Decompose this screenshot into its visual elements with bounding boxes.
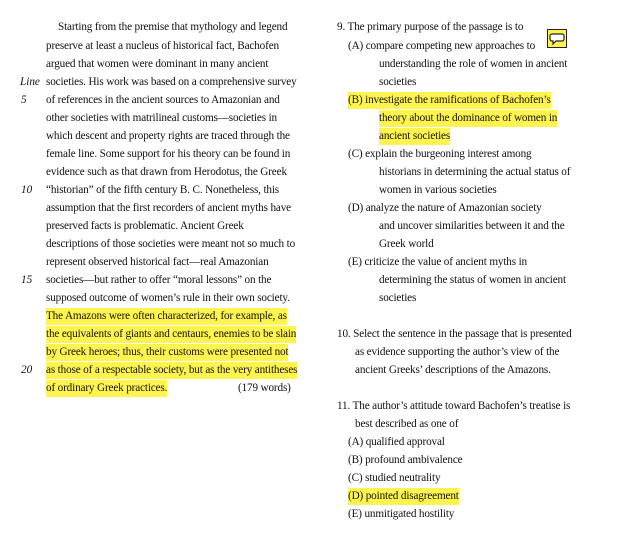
highlighted-passage-line[interactable]: the equivalents of giants and centaurs, enemies to be slain: [46, 326, 296, 343]
question-stem-cont: ancient Greeks’ descriptions of the Amazons.: [355, 364, 551, 376]
answer-choice-d[interactable]: (D) analyze the nature of Amazonian society: [348, 202, 542, 214]
passage-line: societies—but rather to offer “moral lessons” on the: [46, 274, 272, 286]
answer-choice-a-cont: societies: [379, 76, 417, 88]
line-number: 15: [21, 274, 33, 286]
answer-choice-e[interactable]: (E) criticize the value of ancient myths in: [348, 256, 528, 268]
answer-choice-b-cont: ancient societies: [379, 128, 450, 145]
answer-choice-b[interactable]: (B) profound ambivalence: [348, 454, 463, 466]
line-number: 5: [21, 94, 27, 106]
highlighted-passage-line[interactable]: as those of a respectable society, but as the very antitheses: [46, 362, 297, 379]
answer-choice-e-cont: societies: [379, 292, 417, 304]
passage-line: “historian” of the fifth century B. C. Nonetheless, this: [46, 184, 280, 196]
question-stem-cont: as evidence supporting the author’s view of the: [355, 346, 560, 358]
passage-line: assumption that the first recorders of ancient myths have: [46, 202, 291, 214]
highlighted-passage-line[interactable]: by Greek heroes; thus, their customs were presented not: [46, 344, 288, 361]
question-stem: 9. The primary purpose of the passage is to: [337, 21, 524, 33]
answer-choice-a[interactable]: (A) compare competing new approaches to: [348, 40, 536, 52]
passage-line: other societies with matrilineal customs—societies in: [46, 112, 277, 124]
passage-line: preserved facts is problematic. Ancient Greek: [46, 220, 244, 232]
question-stem: 11. The author’s attitude toward Bachofen’s treatise is: [337, 400, 571, 412]
answer-choice-b-selected[interactable]: (B) investigate the ramifications of Bachofen’s: [348, 92, 551, 109]
passage-line: female line. Some support for his theory can be found in: [46, 148, 291, 160]
passage-line: descriptions of those societies were meant not so much to: [46, 238, 296, 250]
answer-choice-a[interactable]: (A) qualified approval: [348, 436, 445, 448]
line-number: 10: [21, 184, 33, 196]
comment-note-icon[interactable]: [547, 29, 567, 48]
line-number: 20: [21, 364, 33, 376]
answer-choice-e-cont: determining the status of women in ancient: [379, 274, 566, 286]
answer-choice-d-cont: and uncover similarities between it and the: [379, 220, 565, 232]
passage-line: Starting from the premise that mythology and legend: [58, 21, 288, 33]
answer-choice-b-cont: theory about the dominance of women in: [379, 110, 557, 127]
highlighted-passage-line[interactable]: The Amazons were often characterized, for example, as: [46, 308, 287, 325]
highlighted-passage-line[interactable]: of ordinary Greek practices.: [46, 380, 167, 397]
passage-line: represent observed historical fact—real Amazonian: [46, 256, 269, 268]
passage-line: of references in the ancient sources to Amazonian and: [46, 94, 280, 106]
passage-line: which descent and property rights are traced through the: [46, 130, 290, 142]
passage-line: societies. His work was based on a comprehensive survey: [46, 76, 297, 88]
answer-choice-d-cont: Greek world: [379, 238, 434, 250]
answer-choice-c[interactable]: (C) studied neutrality: [348, 472, 441, 484]
line-label: Line: [20, 76, 40, 88]
answer-choice-d-selected[interactable]: (D) pointed disagreement: [348, 488, 459, 505]
passage-line: evidence such as that drawn from Herodotus, the Greek: [46, 166, 287, 178]
passage-line: supposed outcome of women’s rule in their own society.: [46, 292, 290, 304]
answer-choice-c-cont: women in various societies: [379, 184, 497, 196]
passage-line: preserve at least a nucleus of historical fact, Bachofen: [46, 40, 279, 52]
answer-choice-e[interactable]: (E) unmitigated hostility: [348, 508, 455, 520]
question-stem: 10. Select the sentence in the passage that is presented: [337, 328, 572, 340]
answer-choice-a-cont: understanding the role of women in ancient: [379, 58, 568, 70]
answer-choice-c[interactable]: (C) explain the burgeoning interest among: [348, 148, 532, 160]
question-stem-cont: best described as one of: [355, 418, 459, 430]
passage-line: argued that women were dominant in many ancient: [46, 58, 269, 70]
word-count: (179 words): [238, 382, 291, 394]
answer-choice-c-cont: historians in determining the actual status of: [379, 166, 571, 178]
